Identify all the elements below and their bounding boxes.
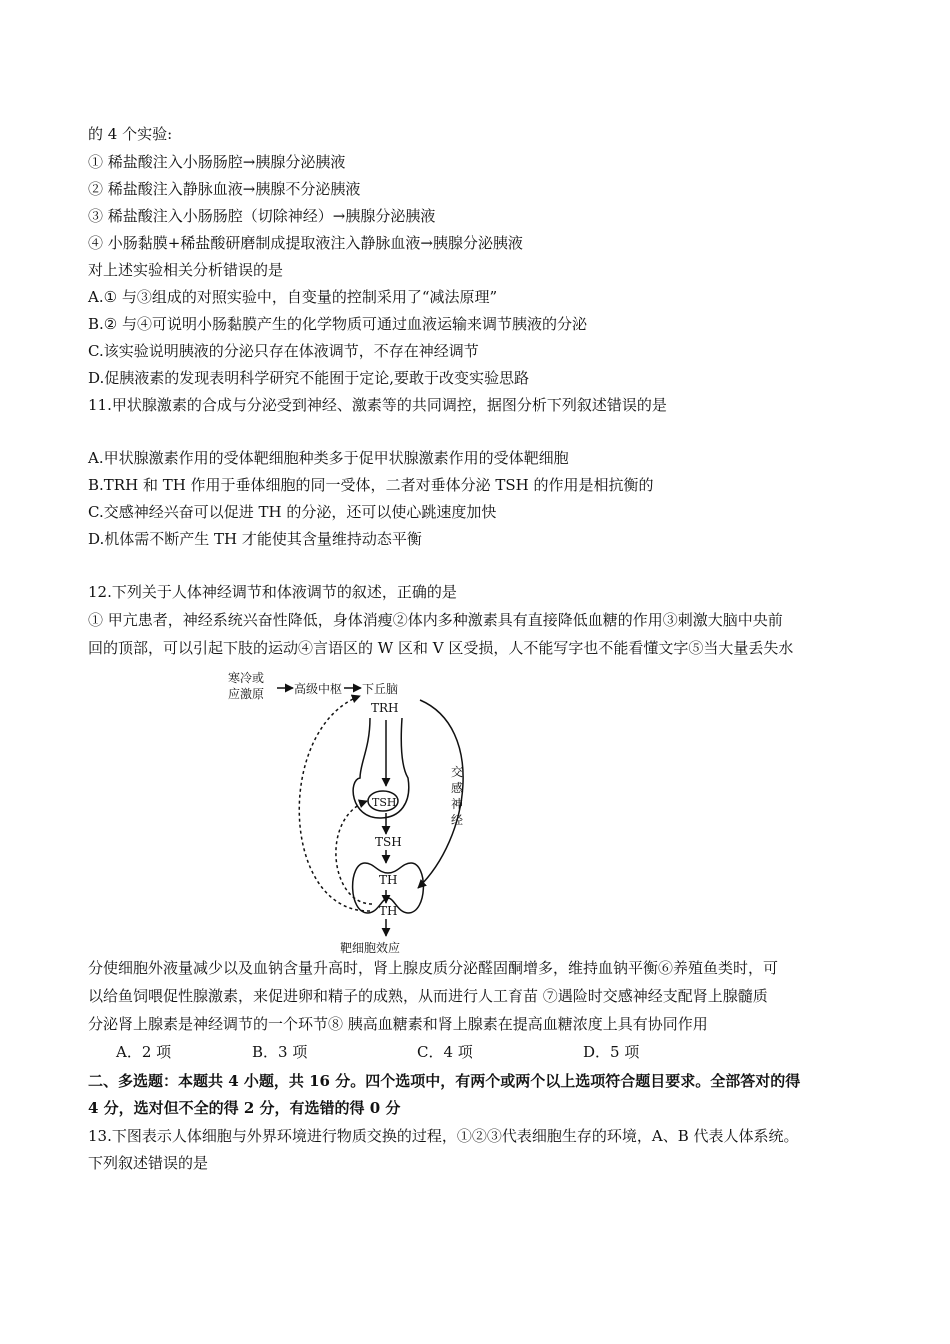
feedback-to-hypothalamus-dashed bbox=[299, 696, 370, 911]
q10-intro: 的 4 个实验: bbox=[88, 125, 173, 143]
higher-center-label: 高级中枢 bbox=[294, 682, 343, 696]
q12-option-a: A．2 项 bbox=[116, 1043, 172, 1061]
q11-option-b: B.TRH 和 TH 作用于垂体细胞的同一受体，二者对垂体分泌 TSH 的作用是相抗衡的 bbox=[88, 476, 654, 494]
q12-statement-line: 回的顶部，可以引起下肢的运动④言语区的 W 区和 V 区受损，人不能写字也不能看懂文字⑤当大量丢失水 bbox=[88, 639, 794, 657]
q10-option-a: A.① 与③组成的对照实验中，自变量的控制采用了“减法原理” bbox=[88, 288, 498, 306]
q13-stem: 13.下图表示人体细胞与外界环境进行物质交换的过程，①②③代表细胞生存的环境，A、B 代表人体系统。 bbox=[88, 1127, 799, 1145]
q11-option-d: D.机体需不断产生 TH 才能使其含量维持动态平衡 bbox=[88, 530, 422, 548]
q10-option-d: D.促胰液素的发现表明科学研究不能囿于定论,要敢于改变实验思路 bbox=[88, 369, 530, 387]
q12-statement-line: 分泌肾上腺素是神经调节的一个环节⑧ 胰高血糖素和肾上腺素在提高血糖浓度上具有协同作用 bbox=[88, 1015, 708, 1033]
section2-header-cont: 4 分，选对但不全的得 2 分，有选错的得 0 分 bbox=[88, 1099, 401, 1117]
q10-experiment-2: ② 稀盐酸注入静脉血液→胰腺不分泌胰液 bbox=[88, 180, 361, 198]
q11-option-c: C.交感神经兴奋可以促进 TH 的分泌，还可以使心跳速度加快 bbox=[88, 503, 497, 521]
q10-option-c: C.该实验说明胰液的分泌只存在体液调节，不存在神经调节 bbox=[88, 342, 479, 360]
tsh-label: TSH bbox=[375, 835, 402, 849]
svg-text:寒冷或: 寒冷或 bbox=[228, 671, 265, 685]
svg-text:感: 感 bbox=[451, 781, 464, 795]
q12-option-c: C．4 项 bbox=[417, 1043, 473, 1061]
q12-statement-line: ① 甲亢患者，神经系统兴奋性降低，身体消瘦②体内多种激素具有直接降低血糖的作用③刺激大脑中央前 bbox=[88, 611, 783, 629]
q10-option-b: B.② 与④可说明小肠黏膜产生的化学物质可通过血液运输来调节胰液的分泌 bbox=[88, 315, 588, 333]
q10-experiment-3: ③ 稀盐酸注入小肠肠腔（切除神经）→胰腺分泌胰液 bbox=[88, 207, 436, 225]
q12-statement-line: 分使细胞外液量减少以及血钠含量升高时，肾上腺皮质分泌醛固酮增多，维持血钠平衡⑥养殖鱼类时，可 bbox=[88, 959, 779, 977]
section2-header: 二、多选题：本题共 4 小题，共 16 分。四个选项中，有两个或两个以上选项符合题目要求。全部答对的得 bbox=[88, 1072, 801, 1090]
stimulus-label bbox=[228, 670, 264, 701]
svg-text:交: 交 bbox=[451, 765, 464, 779]
q10-experiment-4: ④ 小肠黏膜+稀盐酸研磨制成提取液注入静脉血液→胰腺分泌胰液 bbox=[88, 234, 523, 252]
th-out-label: TH bbox=[379, 904, 398, 918]
svg-text:应激原: 应激原 bbox=[228, 687, 265, 701]
target-cell-label: 靶细胞效应 bbox=[340, 941, 401, 955]
feedback-to-pituitary-dashed bbox=[336, 801, 372, 904]
svg-text:经: 经 bbox=[451, 813, 464, 827]
q12-statement-line: 以给鱼饲喂促性腺激素，来促进卵和精子的成熟，从而进行人工育苗 ⑦遇险时交感神经支配肾上腺髓质 bbox=[88, 987, 768, 1005]
q10-experiment-1: ① 稀盐酸注入小肠肠腔→胰腺分泌胰液 bbox=[88, 153, 346, 171]
th-gland-label: TH bbox=[379, 873, 398, 887]
q11-stem: 11.甲状腺激素的合成与分泌受到神经、激素等的共同调控，据图分析下列叙述错误的是 bbox=[88, 396, 667, 414]
q12-option-d: D．5 项 bbox=[583, 1043, 640, 1061]
tsh-pituitary-label: TSH bbox=[372, 796, 397, 809]
q10-stem: 对上述实验相关分析错误的是 bbox=[88, 261, 284, 279]
q12-option-b: B．3 项 bbox=[252, 1043, 308, 1061]
trh-label: TRH bbox=[371, 701, 399, 715]
q13-stem-cont: 下列叙述错误的是 bbox=[88, 1154, 209, 1172]
q11-option-a: A.甲状腺激素作用的受体靶细胞种类多于促甲状腺激素作用的受体靶细胞 bbox=[88, 449, 569, 467]
hypothalamus-label: 下丘脑 bbox=[362, 682, 399, 696]
svg-text:神: 神 bbox=[451, 797, 464, 811]
thyroid-regulation-diagram bbox=[220, 668, 490, 958]
q12-stem: 12.下列关于人体神经调节和体液调节的叙述，正确的是 bbox=[88, 583, 457, 601]
